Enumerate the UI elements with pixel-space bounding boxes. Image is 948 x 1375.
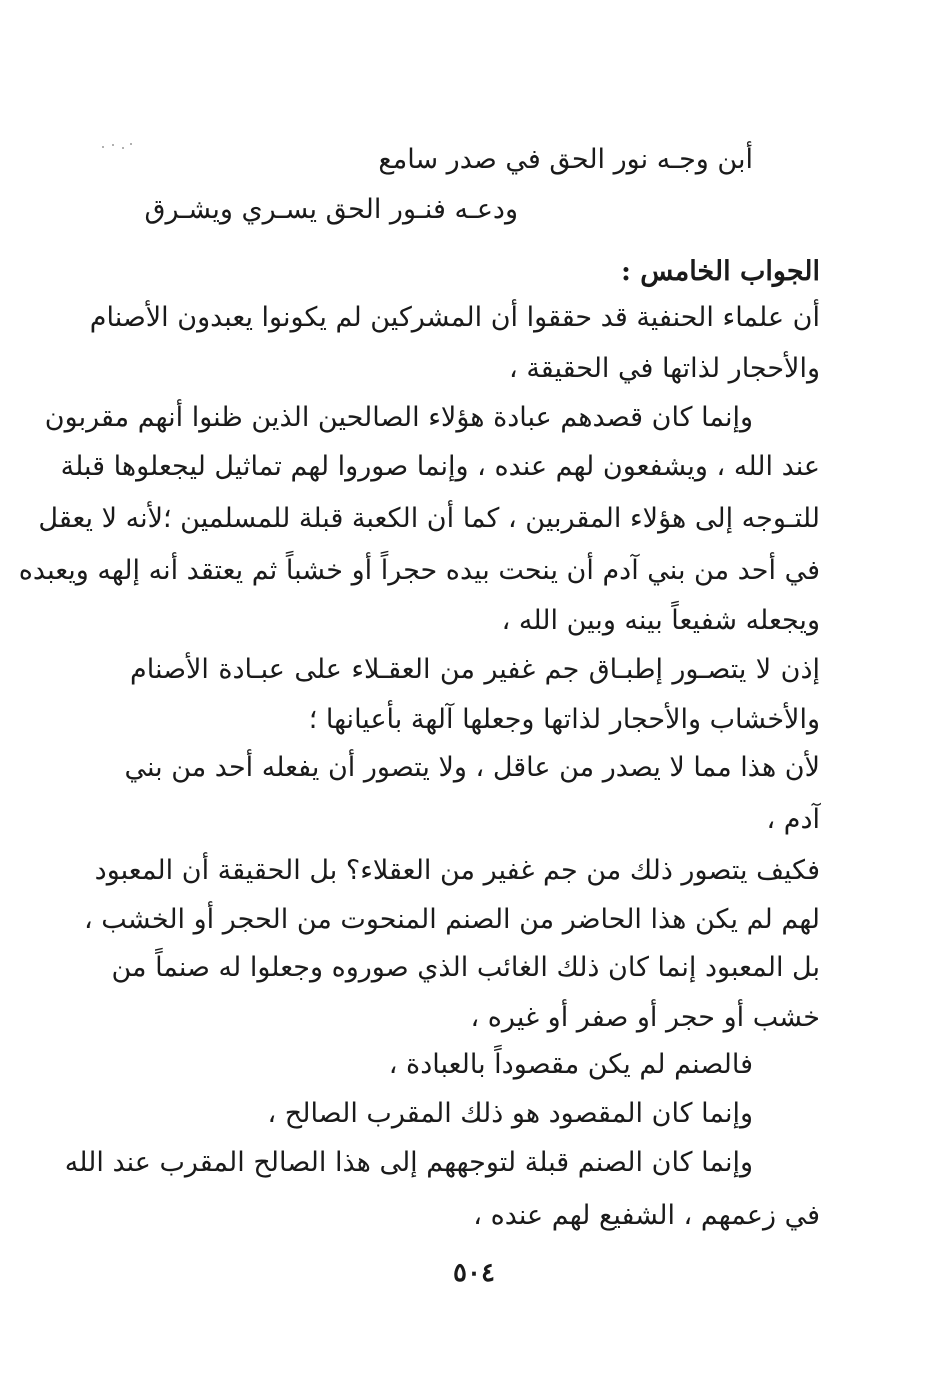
verse-line-2: ودعـه فنـور الحق يسـري ويشـرق — [144, 194, 518, 225]
text-line-11: آدم ، — [766, 804, 820, 835]
text-line-16: فالصنم لم يكن مقصوداً بالعبادة ، — [388, 1049, 753, 1080]
text-line-13: لهم لم يكن هذا الحاضر من الصنم المنحوت من الحجر أو الخشب ، — [84, 904, 820, 935]
text-line-12: فكيف يتصور ذلك من جم غفير من العقلاء؟ بل الحقيقة أن المعبود — [94, 855, 820, 886]
text-line-7: ويجعله شفيعاً بينه وبين الله ، — [501, 605, 820, 636]
scan-specks — [100, 142, 140, 152]
text-line-4: عند الله ، ويشفعون لهم عنده ، وإنما صوروا لهم تماثيل ليجعلوها قبلة — [60, 451, 820, 482]
text-line-2: والأحجار لذاتها في الحقيقة ، — [509, 353, 820, 384]
section-heading: الجواب الخامس : — [620, 256, 820, 287]
text-line-1: أن علماء الحنفية قد حققوا أن المشركين لم يكونوا يعبدون الأصنام — [89, 302, 820, 333]
text-line-6: في أحد من بني آدم أن ينحت بيده حجراً أو خشباً ثم يعتقد أنه إلهه ويعبده — [18, 555, 820, 586]
text-line-14: بل المعبود إنما كان ذلك الغائب الذي صوروه وجعلوا له صنماً من — [111, 952, 820, 983]
text-line-8: إذن لا يتصـور إطبـاق جم غفير من العقـلاء على عبـادة الأصنام — [130, 654, 820, 685]
text-line-19: في زعمهم ، الشفيع لهم عنده ، — [473, 1200, 820, 1231]
text-line-10: لأن هذا مما لا يصدر من عاقل ، ولا يتصور أن يفعله أحد من بني — [124, 752, 820, 783]
verse-line-1: أبن وجـه نور الحق في صدر سامع — [378, 144, 753, 175]
text-line-3: وإنما كان قصدهم عبادة هؤلاء الصالحين الذين ظنوا أنهم مقربون — [44, 402, 753, 433]
text-line-9: والأخشاب والأحجار لذاتها وجعلها آلهة بأعيانها ؛ — [308, 704, 820, 735]
text-line-15: خشب أو حجر أو صفر أو غيره ، — [470, 1002, 820, 1033]
text-line-17: وإنما كان المقصود هو ذلك المقرب الصالح ، — [267, 1098, 753, 1129]
page-number: ٥٠٤ — [453, 1258, 495, 1288]
text-line-18: وإنما كان الصنم قبلة لتوجههم إلى هذا الصالح المقرب عند الله — [64, 1147, 753, 1178]
text-line-5: للتـوجه إلى هؤلاء المقربين ، كما أن الكعبة قبلة للمسلمين ؛لأنه لا يعقل — [38, 503, 820, 534]
